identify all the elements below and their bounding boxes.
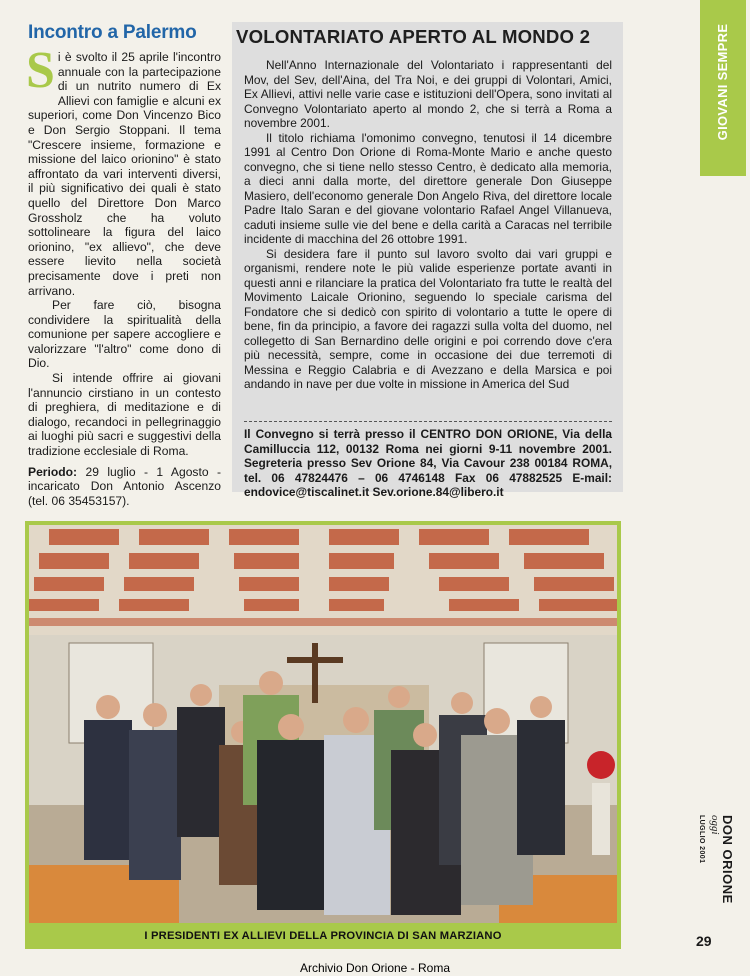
group-photo bbox=[29, 525, 617, 923]
drop-cap: S bbox=[26, 42, 55, 99]
magazine-subtitle: oggi bbox=[709, 815, 721, 835]
photo-frame bbox=[25, 521, 621, 949]
article-title: VOLONTARIATO APERTO AL MONDO 2 bbox=[236, 26, 591, 47]
article-paragraph-1: Nell'Anno Internazionale del Volontariato i rappresentanti del Mov, del Sev, dell'Aina, del Tra Noi, e dei gruppi di Volontari, Amici, Ex Allievi, attivi nelle varie case e istituzioni dell'Opera, sono invitati al Convegno Volontariato aperto al mondo 2, che si terrà a Roma a novembre 2001. bbox=[244, 58, 612, 130]
magazine-name: DON ORIONE bbox=[720, 815, 735, 904]
group-photo-illustration bbox=[29, 525, 617, 923]
left-paragraph-1 bbox=[26, 42, 221, 298]
page-number: 29 bbox=[696, 933, 712, 949]
photo-caption: I PRESIDENTI EX ALLIEVI DELLA PROVINCIA DI SAN MARZIANO bbox=[144, 930, 502, 942]
section-tab-label: GIOVANI SEMPRE bbox=[715, 23, 730, 141]
volontariato-article-box bbox=[232, 22, 623, 500]
magazine-date: LUGLIO 2001 bbox=[698, 815, 705, 864]
article-divider bbox=[244, 421, 612, 422]
magazine-masthead bbox=[694, 815, 734, 915]
section-tab bbox=[700, 0, 746, 176]
left-article bbox=[28, 22, 221, 508]
left-periodo bbox=[28, 465, 221, 509]
article-body bbox=[244, 58, 612, 392]
convegno-info: Il Convegno si terrà presso il CENTRO DON ORIONE, Via della Camilluccia 112, 00132 Roma nei giorni 9-11 novembre 2001. Segreteria presso Sev Orione 84, Via Cavour 238 00184 ROMA, tel. 06 47824476 – 06 4746148 Fax 06 47882525 E-mail: endovice@tiscalinet.it Sev.orione.84@libero.it bbox=[244, 427, 612, 500]
archive-footer: Archivio Don Orione - Roma bbox=[299, 961, 451, 975]
article-paragraph-3: Si desidera fare il punto sul lavoro svolto dai vari gruppi e organismi, rendere note le più valide esperienze portate avanti in questi anni e rilanciare la pratica del Volontariato fra tutte le realtà del Movimento Laicale Orionino, seguendo lo speciale carisma del Fondatore che si dedicò con spirito di volontario a tutte le opere di bene, fin da principio, a favore dei ragazzi sulla volta del duomo, nel collegetto di San Bernardino delle origini e poi correndo dove c'era più necessità, sempre, come in occasione dei due terremoti di Messina e Reggio Calabria e di Avezzano e della Marsica e poi andando in nave per due volte in missione in America del Sud bbox=[244, 246, 612, 391]
periodo-label: Periodo: bbox=[28, 464, 78, 479]
left-paragraph-1-text: i è svolto il 25 aprile l'incontro annuale con la partecipazione di un nutrito numero di Ex Allievi con famiglie e alcuni ex superiori, come Don Vincenzo Bico e Don Sergio Stoppani. Il tema "Crescere insieme, formazione e missione del laico orionino" è stato affrontato da vari interventi diversi, il più significativo dei quali è stato quello del Direttore Don Marco Grossholz che ha voluto sottolineare la figura del laico orionino, "ex allievo", che deve essere lievito nella società precisamente dove i preti non arrivano. bbox=[28, 50, 221, 298]
left-article-body bbox=[26, 42, 221, 508]
left-article-title: Incontro a Palermo bbox=[28, 22, 197, 43]
left-paragraph-3: Si intende offrire ai giovani l'annuncio cirstiano in un contesto di preghiera, di meditazione e di dialogo, recandoci in pellegrinaggio ai luoghi più sacri e suggestivi della tradizione ecclesiale di Roma. bbox=[28, 371, 221, 459]
article-paragraph-2: Il titolo richiama l'omonimo convegno, tenutosi il 14 dicembre 1991 al Centro Don Orione di Roma-Monte Mario e anche questo convegno, che si tiene nello stesso Centro, è dedicato alla memoria, a dieci anni dalla morte, del direttore generale Don Giuseppe Masiero, dell'economo generale Don Angelo Riva, del direttore locale Padre Italo Saran e del giovane volontario Rafael Angel Villanueva, caduti insieme sulle vie del bene e della carità a Caracas nel terribile incidente di macchina del 26 ottobre 1991. bbox=[244, 130, 612, 246]
left-paragraph-2: Per fare ciò, bisogna condividere la spiritualità della comunione per sapere accogliere e valorizzare "l'altro" come dono di Dio. bbox=[28, 298, 221, 371]
periodo-text: 29 luglio - 1 Agosto - incaricato Don Antonio Ascenzo (tel. 06 35453157). bbox=[28, 464, 221, 508]
